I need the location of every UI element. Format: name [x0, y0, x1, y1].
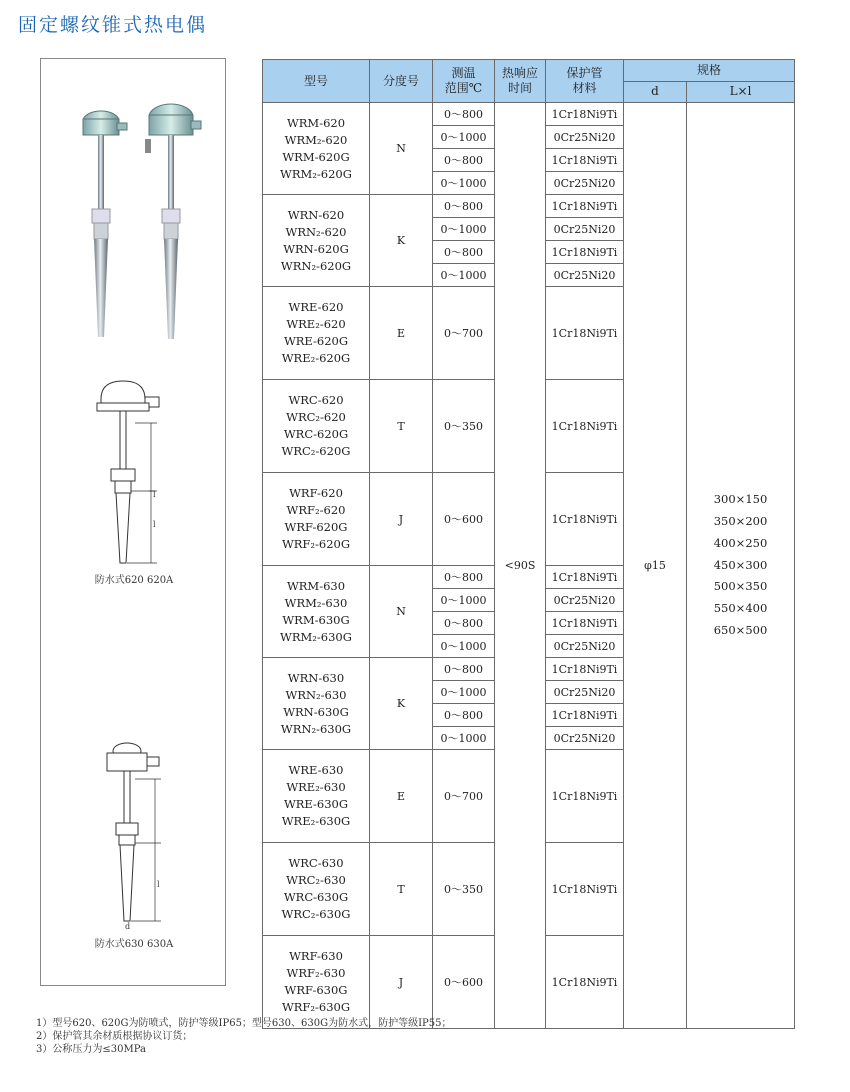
- tube-cell: 1Cr18Ni9Ti: [546, 149, 624, 172]
- tube-cell: 0Cr25Ni20: [546, 126, 624, 149]
- range-cell: 0～800: [433, 195, 495, 218]
- model-name: WRE₂-620: [286, 317, 346, 331]
- note-2: 2）保护管其余材质根据协议订货；: [36, 1031, 193, 1042]
- graduation-cell: E: [370, 750, 433, 843]
- model-name: WRN₂-620: [285, 224, 347, 239]
- range-cell: 0～800: [433, 149, 495, 172]
- tube-cell: 0Cr25Ni20: [546, 589, 624, 612]
- size-value: 650×500: [713, 622, 768, 637]
- model-name: WRF-620: [289, 486, 343, 500]
- range-cell: 0～1000: [433, 172, 495, 195]
- model-name: WRM₂-630G: [280, 629, 352, 644]
- model-name: WRF-630: [289, 949, 343, 963]
- tube-cell: 1Cr18Ni9Ti: [546, 750, 624, 843]
- figure-caption-630: 防水式630 630A: [94, 939, 174, 950]
- drawing-630: [97, 739, 187, 929]
- model-cell: [263, 287, 370, 380]
- model-name: WRE-630: [288, 763, 344, 777]
- dim-l-label: l: [153, 490, 156, 499]
- drawing-620: [91, 377, 181, 567]
- model-name: WRE₂-620G: [281, 351, 351, 365]
- tube-cell: 1Cr18Ni9Ti: [546, 195, 624, 218]
- graduation-cell: K: [370, 658, 433, 750]
- range-cell: 0～700: [433, 750, 495, 843]
- diameter-cell: φ15: [624, 103, 687, 1029]
- tube-cell: 1Cr18Ni9Ti: [546, 380, 624, 473]
- thermocouple-photo: [61, 99, 211, 349]
- note-1: 1）型号620、620G为防喷式，防护等级IP65；型号630、630G为防水式，防护等级IP55；: [36, 1018, 452, 1029]
- model-name: WRF₂-630: [286, 966, 346, 980]
- graduation-cell: T: [370, 380, 433, 473]
- model-name: WRE₂-630: [286, 780, 346, 794]
- model-name: WRM₂-630: [284, 595, 348, 610]
- model-name: WRE₂-630G: [281, 814, 351, 828]
- range-cell: 0～800: [433, 566, 495, 589]
- model-cell: [263, 103, 370, 195]
- tube-cell: 1Cr18Ni9Ti: [546, 473, 624, 566]
- tube-cell: 1Cr18Ni9Ti: [546, 103, 624, 126]
- model-name: WRC-620G: [283, 427, 349, 441]
- tube-cell: 1Cr18Ni9Ti: [546, 566, 624, 589]
- range-cell: 0～1000: [433, 681, 495, 704]
- model-name: WRF₂-630G: [281, 1000, 351, 1014]
- range-cell: 0～600: [433, 936, 495, 1029]
- range-cell: 0～800: [433, 658, 495, 681]
- model-name: WRN₂-630G: [280, 721, 352, 736]
- size-value: 500×350: [713, 579, 768, 594]
- graduation-cell: K: [370, 195, 433, 287]
- range-cell: 0～800: [433, 612, 495, 635]
- range-cell: 0～800: [433, 103, 495, 126]
- tube-cell: 1Cr18Ni9Ti: [546, 241, 624, 264]
- model-name: WRN-620: [287, 207, 345, 222]
- size-value: 450×300: [713, 557, 768, 572]
- tube-cell: 0Cr25Ni20: [546, 218, 624, 241]
- model-name: WRM-620G: [282, 149, 350, 164]
- graduation-cell: J: [370, 473, 433, 566]
- range-cell: 0～1000: [433, 264, 495, 287]
- model-name: WRC₂-620: [286, 410, 346, 424]
- page-title: 固定螺纹锥式热电偶: [18, 14, 208, 36]
- tube-cell: 1Cr18Ni9Ti: [546, 658, 624, 681]
- model-name: WRE-630G: [283, 797, 349, 811]
- model-name: WRN-630G: [283, 704, 349, 719]
- model-name: WRN₂-630: [285, 687, 347, 702]
- range-cell: 0～800: [433, 241, 495, 264]
- size-value: 300×150: [713, 492, 768, 507]
- dim-l-label: l: [153, 520, 156, 529]
- model-cell: [263, 936, 370, 1029]
- header-tube: 保护管 材料: [546, 60, 624, 103]
- model-name: WRF-630G: [284, 983, 348, 997]
- dim-d-label: d: [125, 922, 131, 929]
- size-value: 550×400: [713, 601, 768, 616]
- range-cell: 0～1000: [433, 727, 495, 750]
- model-name: WRC₂-630G: [281, 907, 351, 921]
- graduation-cell: E: [370, 287, 433, 380]
- range-cell: 0～1000: [433, 635, 495, 658]
- model-cell: [263, 195, 370, 287]
- header-graduation: 分度号: [370, 60, 433, 103]
- footnotes: [36, 1017, 452, 1056]
- header-range: 测温 范围℃: [433, 60, 495, 103]
- model-cell: [263, 566, 370, 658]
- range-cell: 0～1000: [433, 589, 495, 612]
- model-name: WRM₂-620G: [280, 166, 352, 181]
- dim-l-label: l: [157, 880, 160, 889]
- tube-cell: 0Cr25Ni20: [546, 172, 624, 195]
- size-value: 350×200: [713, 514, 768, 528]
- header-model: 型号: [263, 60, 370, 103]
- model-cell: [263, 380, 370, 473]
- tube-cell: 0Cr25Ni20: [546, 727, 624, 750]
- model-name: WRE-620G: [283, 334, 349, 348]
- sizes-cell: [687, 103, 795, 1029]
- model-cell: [263, 750, 370, 843]
- model-name: WRM₂-620: [284, 132, 348, 147]
- model-cell: [263, 658, 370, 750]
- model-name: WRC₂-630: [286, 873, 346, 887]
- note-3: 3）公称压力为≤30MPa: [36, 1044, 146, 1055]
- graduation-cell: N: [370, 566, 433, 658]
- tube-cell: 1Cr18Ni9Ti: [546, 936, 624, 1029]
- model-name: WRN₂-620G: [280, 258, 352, 273]
- table-row: [263, 103, 795, 126]
- model-name: WRM-630: [286, 578, 346, 593]
- tube-cell: 0Cr25Ni20: [546, 635, 624, 658]
- model-cell: [263, 843, 370, 936]
- size-value: 400×250: [713, 535, 768, 550]
- tube-cell: 0Cr25Ni20: [546, 264, 624, 287]
- range-cell: 0～350: [433, 380, 495, 473]
- range-cell: 0～600: [433, 473, 495, 566]
- model-name: WRC₂-620G: [281, 444, 351, 458]
- tube-cell: 1Cr18Ni9Ti: [546, 704, 624, 727]
- range-cell: 0～350: [433, 843, 495, 936]
- model-name: WRC-630G: [283, 890, 349, 904]
- graduation-cell: J: [370, 936, 433, 1029]
- range-cell: 0～700: [433, 287, 495, 380]
- graduation-cell: T: [370, 843, 433, 936]
- model-name: WRN-620G: [283, 241, 349, 256]
- tube-cell: 1Cr18Ni9Ti: [546, 612, 624, 635]
- model-name: WRC-620: [288, 393, 344, 407]
- tube-cell: 1Cr18Ni9Ti: [546, 287, 624, 380]
- model-name: WRF₂-620G: [281, 537, 351, 551]
- header-lxl: L×l: [687, 81, 795, 103]
- figure-caption-620: 防水式620 620A: [94, 575, 174, 586]
- header-d: d: [624, 81, 687, 103]
- model-name: WRE-620: [288, 300, 344, 314]
- header-spec: 规格: [624, 60, 795, 82]
- spec-table: [262, 59, 795, 1029]
- model-name: WRN-630: [287, 670, 345, 685]
- model-name: WRM-630G: [282, 612, 350, 627]
- range-cell: 0～1000: [433, 126, 495, 149]
- model-name: WRF₂-620: [286, 503, 346, 517]
- model-cell: [263, 473, 370, 566]
- figure-panel: [40, 58, 226, 986]
- model-name: WRF-620G: [284, 520, 348, 534]
- graduation-cell: N: [370, 103, 433, 195]
- model-name: WRC-630: [288, 856, 344, 870]
- range-cell: 0～1000: [433, 218, 495, 241]
- model-name: WRM-620: [286, 115, 346, 130]
- header-response: 热响应 时间: [495, 60, 546, 103]
- tube-cell: 1Cr18Ni9Ti: [546, 843, 624, 936]
- range-cell: 0～800: [433, 704, 495, 727]
- tube-cell: 0Cr25Ni20: [546, 681, 624, 704]
- response-time-cell: <90S: [495, 103, 546, 1029]
